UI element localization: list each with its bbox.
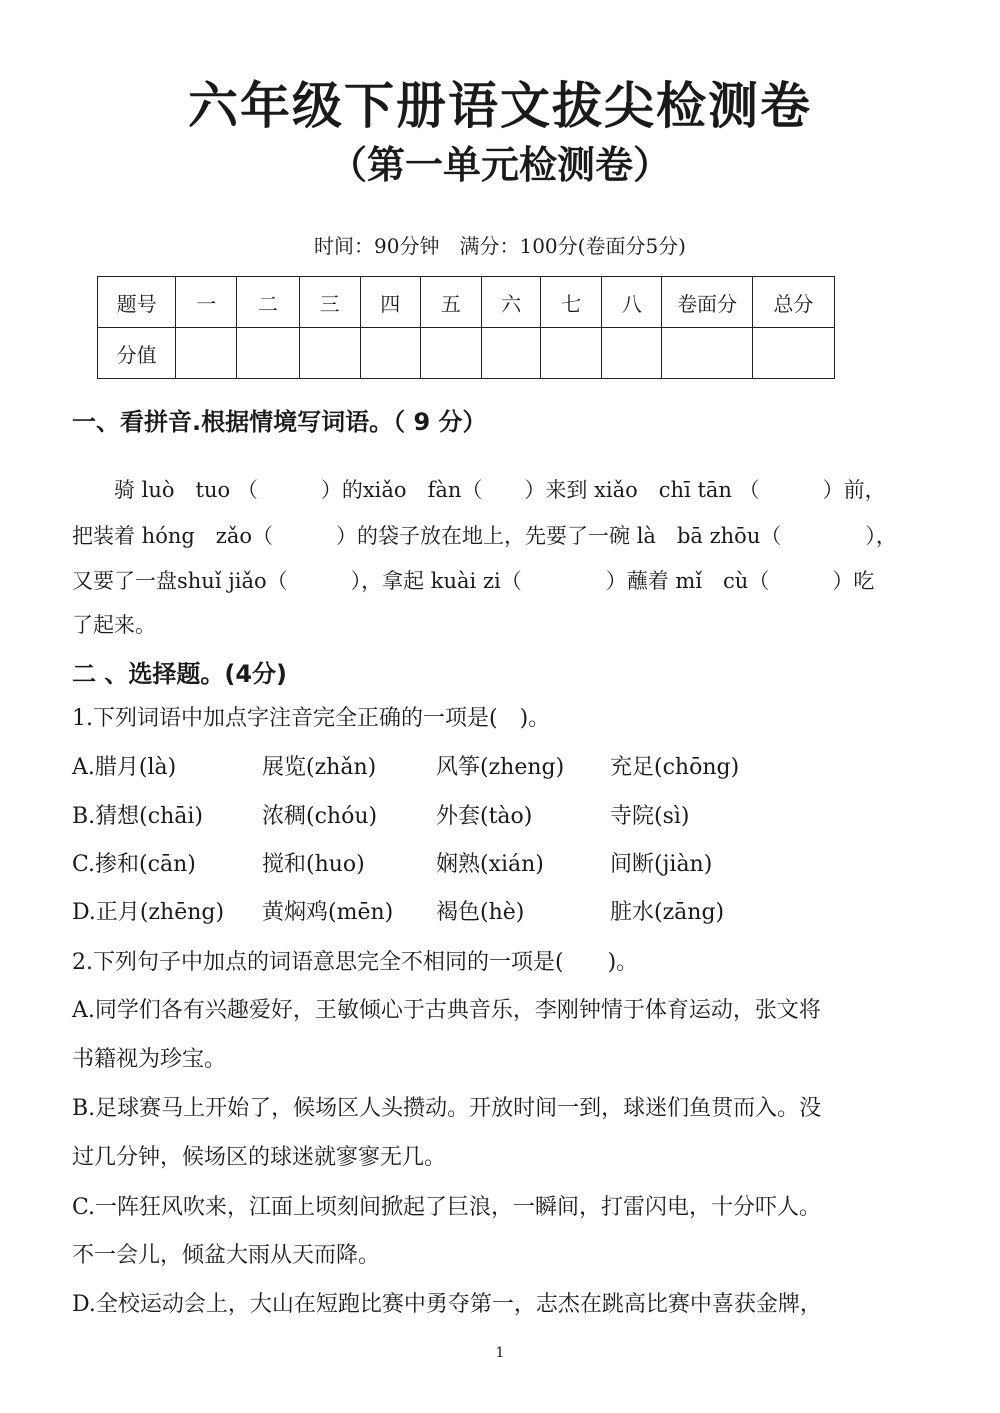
score-entry-cell[interactable] [237,328,299,379]
score-table-value-row [98,328,835,379]
page-number: 1 [495,1345,505,1361]
table-cell: 总分 [752,277,834,328]
option-c-col1: C.掺和(cān) [72,852,196,877]
question-2-line: A.同学们各有兴趣爱好，王敏倾心于古典音乐，李刚钟情于体育运动，张文将 [72,998,821,1023]
section-heading-1: 一、看拼音.根据情境写词语。（ 9 分） [72,408,487,436]
table-cell: 六 [481,277,540,328]
exam-time-and-score: 时间：90分钟 满分：100分(卷面分5分) [314,234,686,258]
score-entry-cell[interactable] [752,328,834,379]
passage-line: 了起来。 [72,613,156,637]
table-cell: 七 [541,277,602,328]
question-2-line: 过几分钟，候场区的球迷就寥寥无几。 [72,1145,447,1170]
table-cell: 五 [420,277,481,328]
table-cell: 二 [237,277,299,328]
option-c-col2: 搅和(huo) [262,852,365,877]
exam-title: 六年级下册语文拔尖检测卷 [188,77,812,135]
score-entry-cell[interactable] [176,328,237,379]
option-c-col3: 娴熟(xián) [436,852,544,877]
option-a-col2: 展览(zhǎn) [262,755,377,780]
table-cell: 八 [602,277,662,328]
score-entry-cell[interactable] [602,328,662,379]
score-table [97,276,835,379]
option-a-col4: 充足(chōng) [610,755,740,780]
table-cell: 四 [360,277,420,328]
table-cell: 一 [176,277,237,328]
table-cell: 题号 [98,277,176,328]
passage-line: 骑 luò tuo （ ）的xiǎo fàn（ ）来到 xiǎo chī tān （ ）前， [114,478,886,502]
question-2-line: D.全校运动会上，大山在短跑比赛中勇夺第一，志杰在跳高比赛中喜获金牌， [72,1292,822,1317]
option-b-col4: 寺院(sì) [610,804,690,829]
option-a-col1: A.腊月(là) [72,755,177,780]
option-b-col3: 外套(tào) [436,804,533,829]
option-d-col4: 脏水(zāng) [610,900,725,925]
option-b-col1: B.猜想(chāi) [72,804,203,829]
table-cell: 分值 [98,328,176,379]
section-heading-2: 二 、选择题。(4分) [72,660,287,688]
passage-line: 又要了一盘shuǐ jiǎo（ ），拿起 kuài zi（ ）蘸着 mǐ cù（ ）吃 [72,569,875,593]
option-a-col3: 风筝(zheng) [436,755,565,780]
question-2-stem: 2.下列句子中加点的词语意思完全不相同的一项是( )。 [72,950,639,975]
option-d-col3: 褐色(hè) [436,900,525,925]
score-entry-cell[interactable] [481,328,540,379]
question-2-line: B.足球赛马上开始了，候场区人头攒动。开放时间一到，球迷们鱼贯而入。没 [72,1096,822,1121]
option-d-col1: D.正月(zhēng) [72,900,225,925]
question-2-line: C.一阵狂风吹来，江面上顷刻间掀起了巨浪，一瞬间，打雷闪电，十分吓人。 [72,1195,822,1220]
score-entry-cell[interactable] [420,328,481,379]
question-1-stem: 1.下列词语中加点字注音完全正确的一项是( )。 [72,706,551,731]
question-2-line: 不一会儿，倾盆大雨从天而降。 [72,1243,381,1268]
score-entry-cell[interactable] [541,328,602,379]
option-b-col2: 浓稠(chóu) [262,804,378,829]
table-cell: 卷面分 [662,277,752,328]
score-entry-cell[interactable] [299,328,360,379]
option-c-col4: 间断(jiàn) [610,852,713,877]
passage-line: 把装着 hóng zǎo（ ）的袋子放在地上，先要了一碗 là bā zhōu（ ）， [72,524,897,548]
score-entry-cell[interactable] [360,328,420,379]
score-table-header-row [98,277,835,328]
option-d-col2: 黄焖鸡(mēn) [262,900,394,925]
score-entry-cell[interactable] [662,328,752,379]
table-cell: 三 [299,277,360,328]
question-2-line: 书籍视为珍宝。 [72,1047,227,1072]
exam-subtitle: （第一单元检测卷） [328,143,671,187]
